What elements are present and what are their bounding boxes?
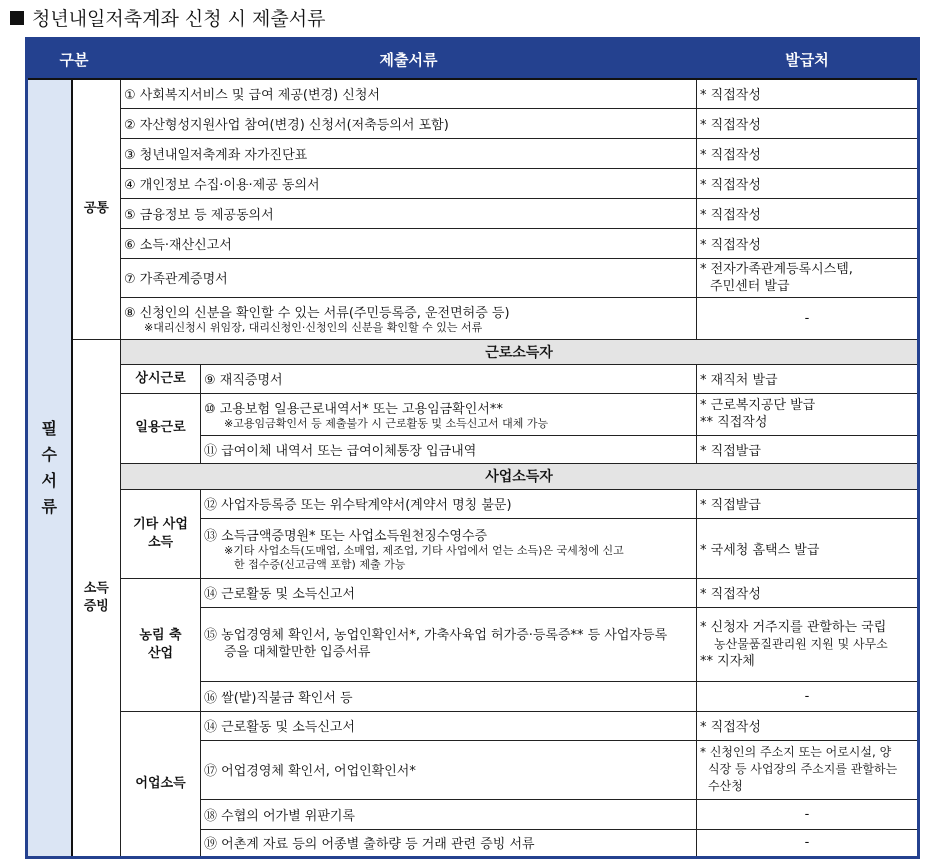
subgroup-daily: 일용근로 [121, 393, 201, 463]
doc-cell: ⑪ 급여이체 내역서 또는 급여이체통장 입금내역 [201, 435, 697, 463]
group-common: 공통 [72, 79, 121, 339]
issuer-cell: * 직접작성 [697, 228, 919, 258]
doc-cell: ⑭ 근로활동 및 소득신고서 [201, 578, 697, 607]
header-docs: 제출서류 [121, 39, 697, 80]
doc-cell: ④ 개인정보 수집·이용·제공 동의서 [121, 168, 697, 198]
issuer-cell: * 직접작성 [697, 79, 919, 108]
doc-cell: ⑱ 수협의 어가별 위판기록 [201, 799, 697, 829]
subgroup-fishery: 어업소득 [121, 711, 201, 857]
doc-cell: ⑭ 근로활동 및 소득신고서 [201, 711, 697, 740]
doc-cell: ⑰ 어업경영체 확인서, 어업인확인서* [201, 740, 697, 799]
issuer-cell: * 직접발급 [697, 489, 919, 518]
subgroup-other-business: 기타 사업소득 [121, 489, 201, 578]
issuer-cell: * 전자가족관계등록시스템, 주민센터 발급 [697, 258, 919, 297]
issuer-cell: * 직접작성 [697, 108, 919, 138]
issuer-cell: - [697, 681, 919, 711]
doc-cell: ⑬ 소득금액증명원* 또는 사업소득원천징수영수증 ※기타 사업소득(도매업, 소매업, 제조업, 기타 사업에서 얻는 소득)은 국세청에 신고 한 접수증(신고금액 포함) 제출 가능 [201, 518, 697, 578]
issuer-cell: * 직접작성 [697, 168, 919, 198]
doc-cell: ⑦ 가족관계증명서 [121, 258, 697, 297]
square-bullet-icon [10, 11, 24, 25]
issuer-cell: * 근로복지공단 발급 ** 직접작성 [697, 393, 919, 435]
issuer-cell: * 직접발급 [697, 435, 919, 463]
subgroup-farming: 농림 축산업 [121, 578, 201, 711]
issuer-cell: - [697, 829, 919, 857]
doc-cell: ⑨ 재직증명서 [201, 364, 697, 393]
doc-cell: ⑧ 신청인의 신분을 확인할 수 있는 서류(주민등록증, 운전면허증 등) ※대리신청시 위임장, 대리신청인·신청인의 신분을 확인할 수 있는 서류 [121, 297, 697, 339]
doc-cell: ③ 청년내일저축계좌 자가진단표 [121, 138, 697, 168]
group-income-proof: 소득증빙 [72, 339, 121, 857]
subgroup-regular: 상시근로 [121, 364, 201, 393]
page-title: 청년내일저축계좌 신청 시 제출서류 [10, 4, 325, 31]
doc-cell: ⑫ 사업자등록증 또는 위수탁계약서(계약서 명칭 불문) [201, 489, 697, 518]
section-business-earner: 사업소득자 [121, 463, 919, 489]
issuer-cell: * 재직처 발급 [697, 364, 919, 393]
header-issuer: 발급처 [697, 39, 919, 80]
issuer-cell: - [697, 799, 919, 829]
doc-cell: ⑮ 농업경영체 확인서, 농업인확인서*, 가축사육업 허가증·등록증** 등 사업자등록 증을 대체할만한 입증서류 [201, 607, 697, 681]
issuer-cell: * 직접작성 [697, 711, 919, 740]
doc-cell: ⑩ 고용보험 일용근로내역서* 또는 고용임금확인서** ※고용임금확인서 등 제출불가 시 근로활동 및 소득신고서 대체 가능 [201, 393, 697, 435]
doc-cell: ⑤ 금융정보 등 제공동의서 [121, 198, 697, 228]
section-wage-earner: 근로소득자 [121, 339, 919, 364]
required-documents-table [25, 37, 920, 859]
issuer-cell: * 국세청 홈택스 발급 [697, 518, 919, 578]
header-category: 구분 [27, 39, 121, 80]
doc-cell: ① 사회복지서비스 및 급여 제공(변경) 신청서 [121, 79, 697, 108]
issuer-cell: * 신청자 거주지를 관할하는 국립 농산물품질관리원 지원 및 사무소 ** 지자체 [697, 607, 919, 681]
doc-cell: ⑲ 어촌계 자료 등의 어종별 출하량 등 거래 관련 증빙 서류 [201, 829, 697, 857]
doc-cell: ⑯ 쌀(밭)직불금 확인서 등 [201, 681, 697, 711]
issuer-cell: * 신청인의 주소지 또는 어로시설, 양 식장 등 사업장의 주소지를 관할하는 수산청 [697, 740, 919, 799]
issuer-cell: - [697, 297, 919, 339]
issuer-cell: * 직접작성 [697, 578, 919, 607]
category-required: 필수서류 [27, 79, 72, 857]
issuer-cell: * 직접작성 [697, 198, 919, 228]
doc-cell: ② 자산형성지원사업 참여(변경) 신청서(저축등의서 포함) [121, 108, 697, 138]
doc-cell: ⑥ 소득·재산신고서 [121, 228, 697, 258]
issuer-cell: * 직접작성 [697, 138, 919, 168]
